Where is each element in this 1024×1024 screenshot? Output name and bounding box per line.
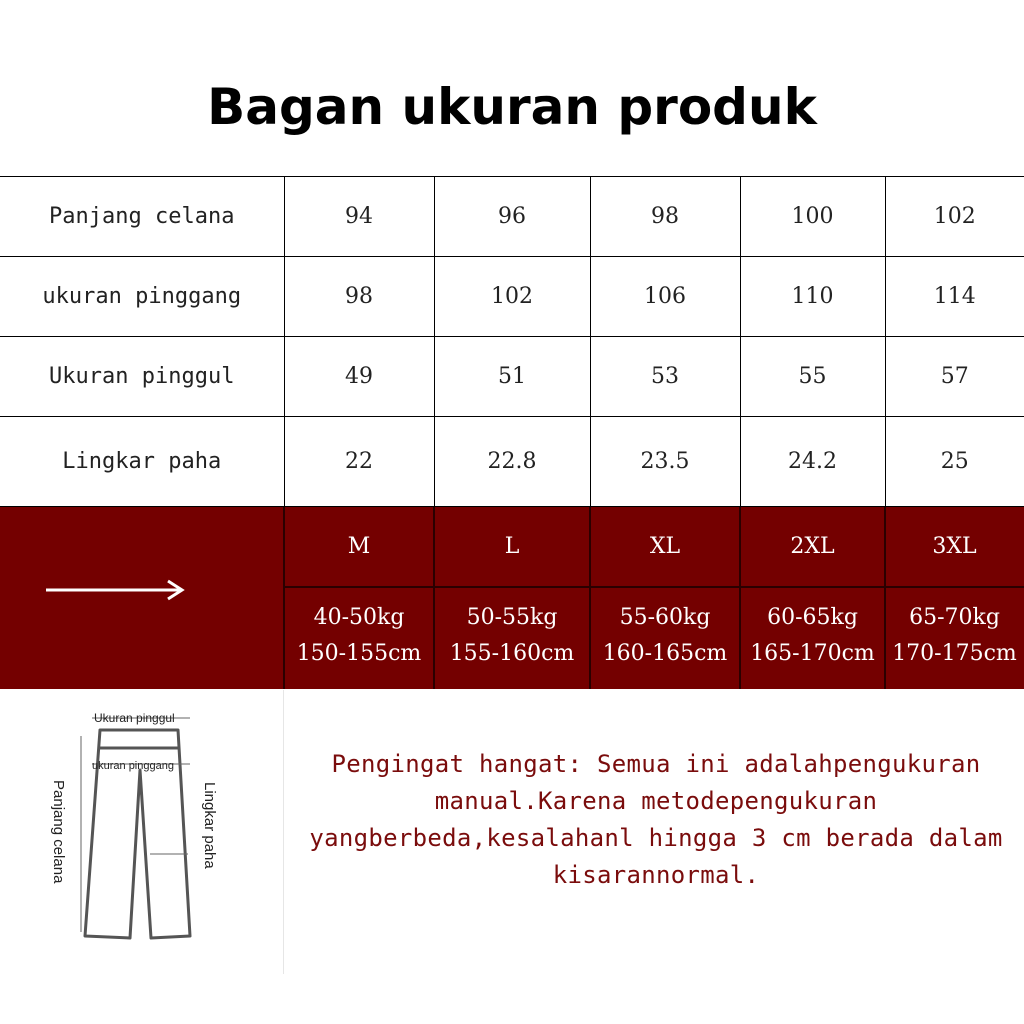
size-3xl: 3XL [932, 534, 977, 559]
cell: 98 [590, 177, 740, 257]
arrow-right-icon [44, 578, 188, 602]
weight-range: 50-55kg [466, 605, 558, 630]
row-label-lingkar-paha: Lingkar paha [0, 417, 284, 507]
note-line: Pengingat hangat: Semua ini adalahpengukuran [331, 750, 981, 778]
note-line: kisarannormal. [552, 861, 760, 889]
row-label-panjang-celana: Panjang celana [0, 177, 284, 257]
note-line: yangberbeda,kesalahanl hingga 3 cm berada dalam [309, 824, 1003, 852]
range-m [284, 600, 434, 672]
table-row [0, 417, 1024, 507]
cell: 51 [434, 337, 590, 417]
cell: 102 [885, 177, 1024, 257]
cell: 114 [885, 257, 1024, 337]
page-title: Bagan ukuran produk [207, 78, 817, 136]
cell: 98 [284, 257, 434, 337]
table-row [0, 337, 1024, 417]
cell: 53 [590, 337, 740, 417]
cell: 94 [284, 177, 434, 257]
height-range: 155-160cm [449, 641, 575, 666]
weight-range: 65-70kg [909, 605, 1000, 630]
size-l: L [504, 534, 520, 559]
weight-range: 55-60kg [619, 605, 711, 630]
divider [283, 690, 284, 974]
table-row [0, 257, 1024, 337]
size-2xl: 2XL [790, 534, 835, 559]
height-range: 170-175cm [892, 641, 1017, 666]
cell: 57 [885, 337, 1024, 417]
waist-label: ukuran pinggang [92, 760, 174, 772]
row-label-ukuran-pinggul: Ukuran pinggul [0, 337, 284, 417]
cell: 110 [740, 257, 885, 337]
weight-range: 60-65kg [767, 605, 858, 630]
size-table [0, 176, 1024, 507]
height-range: 160-165cm [602, 641, 728, 666]
pants-diagram [40, 700, 260, 960]
cell: 55 [740, 337, 885, 417]
note-line: manual.Karena metodepengukuran [434, 787, 878, 815]
cell: 22.8 [434, 417, 590, 507]
cell: 100 [740, 177, 885, 257]
height-range: 150-155cm [296, 641, 422, 666]
row-label-ukuran-pinggang: ukuran pinggang [0, 257, 284, 337]
height-range: 165-170cm [750, 641, 875, 666]
length-label: Panjang celana [50, 780, 67, 884]
thigh-label: Lingkar paha [201, 782, 218, 869]
hip-label: Ukuran pinggul [94, 711, 175, 725]
reminder-note [295, 746, 1017, 894]
cell: 102 [434, 257, 590, 337]
range-xl [590, 600, 740, 672]
cell: 96 [434, 177, 590, 257]
cell: 22 [284, 417, 434, 507]
size-m: M [347, 534, 371, 559]
size-xl: XL [649, 534, 681, 559]
cell: 25 [885, 417, 1024, 507]
weight-range: 40-50kg [313, 605, 405, 630]
cell: 49 [284, 337, 434, 417]
cell: 24.2 [740, 417, 885, 507]
table-row [0, 177, 1024, 257]
range-2xl [740, 600, 885, 672]
range-l [434, 600, 590, 672]
range-3xl [885, 600, 1024, 672]
cell: 23.5 [590, 417, 740, 507]
cell: 106 [590, 257, 740, 337]
